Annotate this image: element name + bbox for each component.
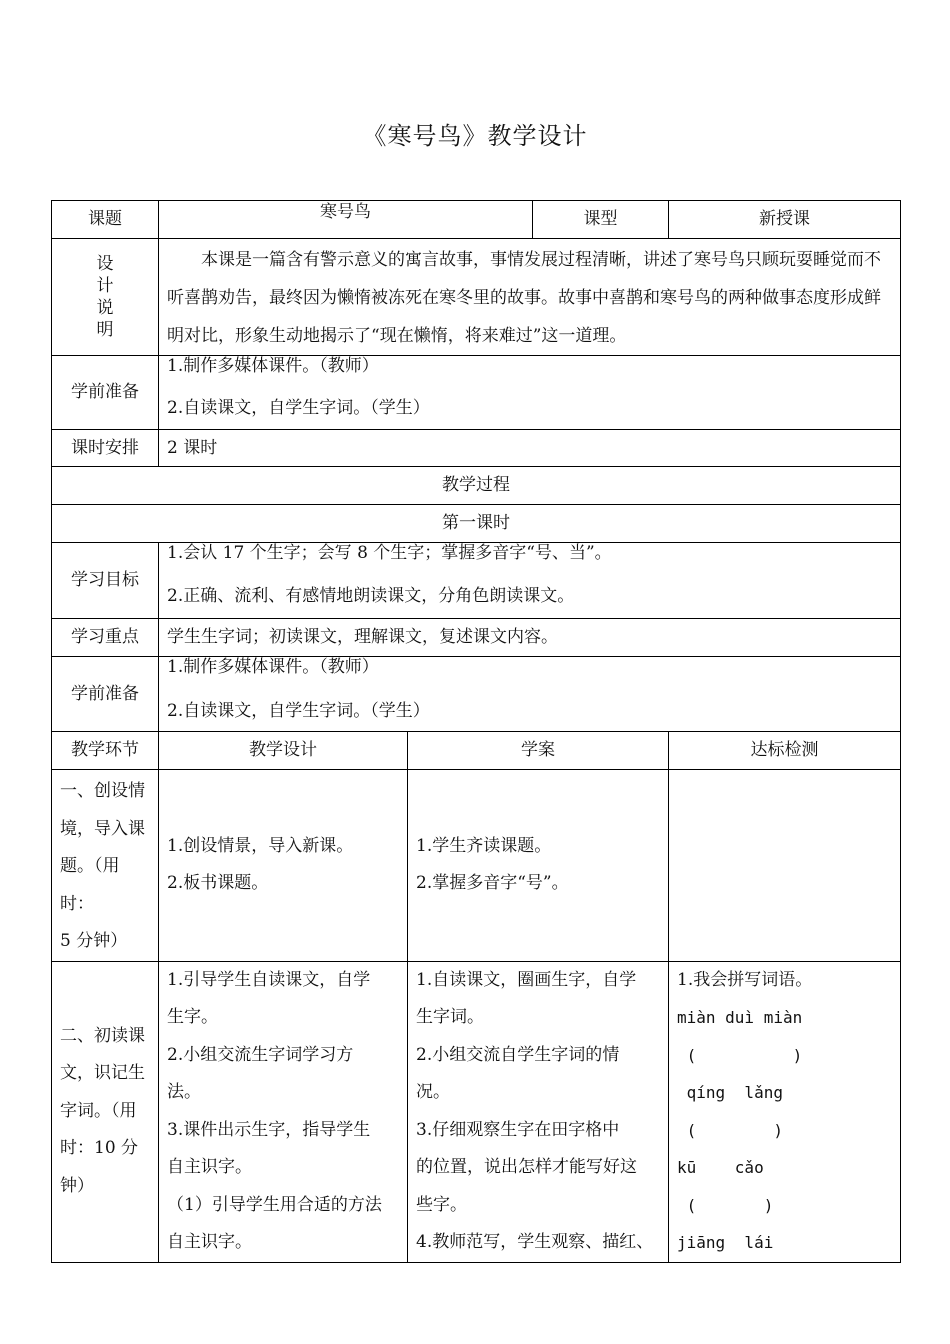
column-header-row — [52, 732, 901, 770]
document-title: 《寒号鸟》教学设计 — [362, 122, 588, 150]
hours-value: 2 课时 — [159, 430, 901, 467]
prep-item: 2.自读课文，自学生字词。（学生） — [167, 701, 430, 721]
goals-label: 学习目标 — [52, 543, 159, 619]
prep-item: 1.制作多媒体课件。（教师） — [167, 657, 379, 677]
design-row — [52, 239, 901, 356]
column-stage: 教学环节 — [52, 732, 159, 770]
column-plan: 学案 — [408, 732, 669, 770]
lesson-header: 第一课时 — [52, 505, 901, 543]
prep-row — [52, 356, 901, 430]
topic-row — [52, 201, 901, 239]
lesson-header-row — [52, 505, 901, 543]
focus-label: 学习重点 — [52, 619, 159, 657]
hours-label: 课时安排 — [52, 430, 159, 467]
column-design: 教学设计 — [159, 732, 408, 770]
goals-row — [52, 543, 901, 619]
type-label: 课型 — [533, 201, 669, 239]
design-text: 本课是一篇含有警示意义的寓言故事，事情发展过程清晰，讲述了寒号鸟只顾玩耍睡觉而不听喜鹊劝告，最终因为懒惰被冻死在寒冬里的故事。故事中喜鹊和寒号鸟的两种做事态度形成鲜明对比，形象生动地揭示了“现在懒惰，将来难过”这一道理。 — [159, 239, 901, 356]
process-header: 教学过程 — [52, 467, 901, 505]
stage-2-design: 1.引导学生自读课文，自学 生字。 2.小组交流生字词学习方 法。 3.课件出示生字，指导学生 自主识字。 （1）引导学生用合适的方法 自主识字。 — [159, 961, 408, 1262]
topic-label: 课题 — [52, 201, 159, 239]
goal-item: 2.正确、流利、有感情地朗读课文，分角色朗读课文。 — [167, 586, 575, 606]
stage-1-design: 1.创设情景，导入新课。 2.板书课题。 — [159, 770, 408, 962]
focus-value: 学生生字词；初读课文，理解课文，复述课文内容。 — [159, 619, 901, 657]
stage-1-check — [669, 770, 901, 962]
focus-row — [52, 619, 901, 657]
prep-content — [159, 356, 901, 430]
stage-1-plan: 1.学生齐读课题。 2.掌握多音字“号”。 — [408, 770, 669, 962]
hours-row — [52, 430, 901, 467]
prep-label: 学前准备 — [52, 356, 159, 430]
prep-item: 1.制作多媒体课件。（教师） — [167, 356, 379, 376]
stage-row-1 — [52, 770, 901, 962]
goal-item: 1.会认 17 个生字；会写 8 个生字；掌握多音字“号、当”。 — [167, 543, 612, 563]
stage-2-label: 二、初读课 文，识记生 字词。（用 时：10 分 钟） — [52, 961, 159, 1262]
lesson-prep-content — [159, 657, 901, 732]
stage-2-check: 1.我会拼写词语。 miàn duì miàn ( ) qíng lǎng ( ) kū cǎo ( ) jiāng lái — [669, 961, 901, 1262]
goals-content — [159, 543, 901, 619]
lesson-plan-table — [51, 200, 901, 1263]
stage-row-2 — [52, 961, 901, 1262]
stage-2-plan: 1.自读课文，圈画生字，自学 生字词。 2.小组交流自学生字词的情 况。 3.仔细观察生字在田字格中 的位置，说出怎样才能写好这 些字。 4.教师范写，学生观察、描红、 — [408, 961, 669, 1262]
topic-value: 寒号鸟 — [159, 201, 533, 239]
type-value: 新授课 — [669, 201, 901, 239]
stage-1-label: 一、创设情 境，导入课 题。（用时： 5 分钟） — [52, 770, 159, 962]
design-label: 设 计 说 明 — [52, 239, 159, 356]
lesson-prep-row — [52, 657, 901, 732]
column-check: 达标检测 — [669, 732, 901, 770]
lesson-prep-label: 学前准备 — [52, 657, 159, 732]
process-header-row — [52, 467, 901, 505]
prep-item: 2.自读课文，自学生字词。（学生） — [167, 398, 430, 418]
